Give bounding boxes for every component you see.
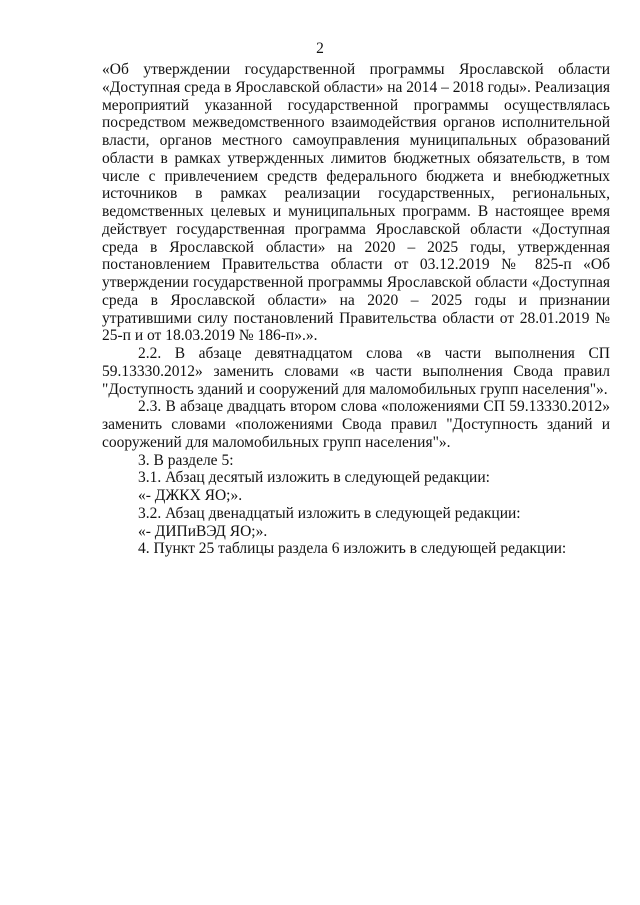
paragraph-3-1: 3.1. Абзац десятый изложить в следующей редакции: (138, 469, 490, 487)
paragraph-3: 3. В разделе 5: (138, 451, 234, 469)
paragraph-2-2: 2.2. В абзаце девятнадцатом слова «в части выполнения СП 59.13330.2012» заменить словами «в части выполнения Свода правил "Доступность зданий и сооружений для маломобильных групп населения"». (102, 345, 610, 398)
paragraph-program-continuation: «Об утверждении государственной программы Ярославской области «Доступная среда в Ярославской области» на 2014 – 2018 годы». Реализация мероприятий указанной государственной программы осуществлялась посредством межведомственного взаимодействия органов исполнительной власти, органов местного самоуправления муниципальных образований области в рамках утвержденных лимитов бюджетных обязательств, в том числе с привлечением средств федерального бюджета и внебюджетных источников в рамках реализации государственных, региональных, ведомственных целевых и муниципальных программ. В настоящее время действует государственная программа Ярославской области «Доступная среда в Ярославской области» на 2020 – 2025 годы, утвержденная постановлением Правительства области от 03.12.2019 № 825-п «Об утверждении государственной программы Ярославской области «Доступная среда в Ярославской области» на 2020 – 2025 годы и признании утратившими силу постановлений Правительства области от 28.01.2019 № 25-п и от 18.03.2019 № 186-п».». (102, 61, 610, 345)
paragraph-4: 4. Пункт 25 таблицы раздела 6 изложить в следующей редакции: (138, 540, 567, 558)
paragraph-3-2-text: «- ДИПиВЭД ЯО;». (138, 522, 268, 540)
paragraph-2-3: 2.3. В абзаце двадцать втором слова «положениями СП 59.13330.2012» заменить словами «положениями Свода правил "Доступность зданий и сооружений для маломобильных групп населения"». (102, 398, 610, 451)
paragraph-3-1-text: «- ДЖКХ ЯО;». (138, 487, 243, 504)
page-number: 2 (316, 40, 324, 57)
document-body (102, 61, 610, 558)
paragraph-3-2: 3.2. Абзац двенадцатый изложить в следующей редакции: (138, 504, 521, 522)
